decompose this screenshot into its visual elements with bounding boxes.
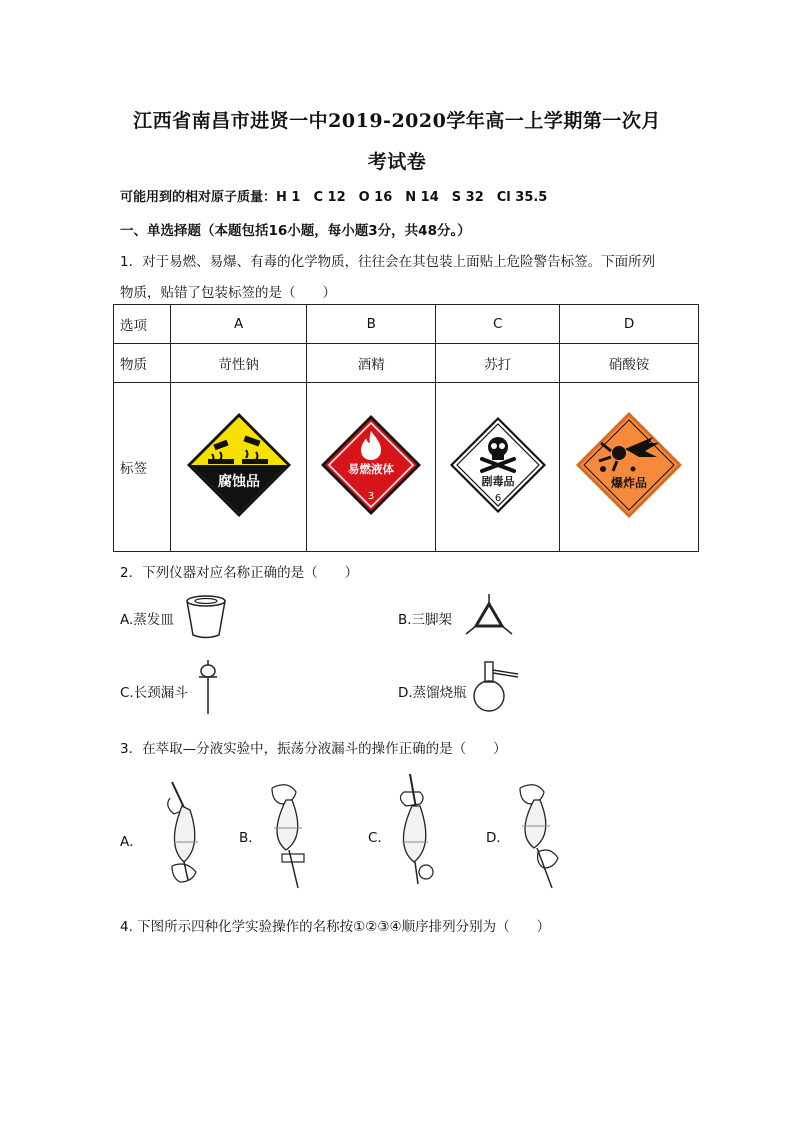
option-b-header: B <box>307 305 436 344</box>
row-label-option: 选项 <box>114 305 171 344</box>
option-a-header: A <box>171 305 307 344</box>
substance-a: 苛性钠 <box>171 344 307 383</box>
q2-option-a[interactable]: A.蒸发皿 <box>120 612 174 628</box>
page-title-continued: 考试卷 <box>367 151 427 173</box>
table-row <box>114 383 699 552</box>
clay-triangle-icon <box>462 592 516 642</box>
corrosive-label-text: 腐蚀品 <box>217 474 260 490</box>
q2-option-b[interactable]: B.三脚架 <box>398 612 453 628</box>
q1-options-table <box>113 304 699 552</box>
q3-option-a[interactable]: A． <box>120 834 143 850</box>
table-row <box>114 344 699 383</box>
q3-text: 3．在萃取—分液实验中，振荡分液漏斗的操作正确的是（ ） <box>120 741 507 757</box>
section-heading: 一、单选择题（本题包括16小题，每小题3分，共48分。） <box>120 223 471 239</box>
label-cell-d <box>560 383 699 552</box>
shaking-funnel-figure-d <box>508 782 566 894</box>
table-row <box>114 305 699 344</box>
atomic-mass-line: 可能用到的相对原子质量：H 1 C 12 O 16 N 14 S 32 Cl 35.5 <box>120 190 548 205</box>
row-label-substance: 物质 <box>114 344 171 383</box>
q3-option-c[interactable]: C． <box>368 830 391 846</box>
q2-text: 2．下列仪器对应名称正确的是（ ） <box>120 565 359 581</box>
q2-option-d[interactable]: D.蒸馏烧瓶 <box>398 685 467 701</box>
toxic-class-number: 6 <box>494 493 501 504</box>
toxic-label-text: 剧毒品 <box>481 475 515 488</box>
distillation-flask-icon <box>470 658 522 714</box>
separatory-funnel-icon <box>196 660 220 716</box>
toxic-label <box>448 415 548 515</box>
q2-option-c[interactable]: C.长颈漏斗 <box>120 685 188 701</box>
q1-text-line2: 物质，贴错了包装标签的是（ ） <box>120 285 336 301</box>
row-label-label: 标签 <box>114 383 171 552</box>
corrosive-label <box>184 410 294 520</box>
shaking-funnel-figure-c <box>388 772 442 888</box>
page-title: 江西省南昌市进贤一中2019-2020学年高一上学期第一次月 <box>133 110 661 132</box>
shaking-funnel-figure-a <box>158 776 212 888</box>
flammable-label-text: 易燃液体 <box>348 462 395 476</box>
q3-option-b[interactable]: B． <box>239 830 262 846</box>
crucible-icon <box>183 593 229 641</box>
q3-option-d[interactable]: D． <box>486 830 510 846</box>
label-cell-a <box>171 383 307 552</box>
option-c-header: C <box>436 305 560 344</box>
flammable-class-number: 3 <box>368 491 375 502</box>
substance-c: 苏打 <box>436 344 560 383</box>
label-cell-b <box>307 383 436 552</box>
q1-text-line1: 1．对于易燃、易爆、有毒的化学物质，往往会在其包装上面贴上危险警告标签。下面所列 <box>120 254 656 270</box>
q4-text: 4. 下图所示四种化学实验操作的名称按①②③④顺序排列分别为（ ） <box>120 919 551 935</box>
flammable-liquid-label <box>319 413 423 517</box>
shaking-funnel-figure-b <box>262 780 318 892</box>
substance-b: 酒精 <box>307 344 436 383</box>
explosive-label-text: 爆炸品 <box>611 476 648 490</box>
explosive-label <box>573 409 685 521</box>
option-d-header: D <box>560 305 699 344</box>
label-cell-c <box>436 383 560 552</box>
substance-d: 硝酸铵 <box>560 344 699 383</box>
